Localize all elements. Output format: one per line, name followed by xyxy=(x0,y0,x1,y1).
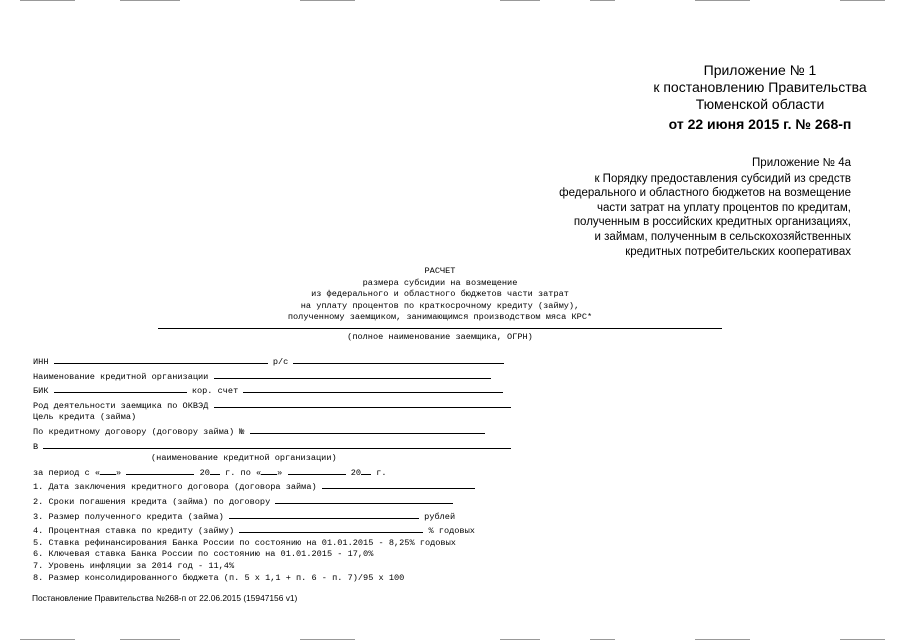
credit-org-label: Наименование кредитной организации xyxy=(33,371,209,382)
appendix4a-line: к Порядку предоставления субсидий из средств xyxy=(594,172,851,185)
item-label: 1. Дата заключения кредитного договора (договора займа) xyxy=(33,482,317,493)
doc-subtitle-line: полученному заемщиком, занимающимся производством мяса КРС* xyxy=(287,312,593,323)
item-suffix: рублей xyxy=(424,511,456,522)
okved-field[interactable] xyxy=(214,398,511,408)
appendix4a-line: части затрат на уплату процентов по кредитам, xyxy=(596,201,851,214)
appendix4a-line: федерального и областного бюджетов на возмещение xyxy=(559,187,851,200)
period-from-year[interactable] xyxy=(210,465,220,475)
period-from-label: за период с « xyxy=(33,467,101,478)
rs-label: р/с xyxy=(272,357,289,367)
item-row: 5. Ставка рефинансирования Банка России по состоянию на 01.01.2015 - 8,25% годовых xyxy=(33,537,456,548)
period-to-label: г. по « xyxy=(225,467,262,478)
item-row xyxy=(33,479,533,494)
doc-subtitle-line: из федерального и областного бюджетов части затрат xyxy=(311,289,569,300)
credit-org-row xyxy=(33,369,533,384)
item-label: 2. Сроки погашения кредита (займа) по договору xyxy=(33,496,271,507)
item-field[interactable] xyxy=(322,479,475,489)
item-row: 6. Ключевая ставка Банка России по состоянию на 01.01.2015 - 17,0% xyxy=(33,549,374,560)
credit-org-field[interactable] xyxy=(214,369,491,379)
period-to-year[interactable] xyxy=(361,465,371,475)
borrower-name-line[interactable] xyxy=(158,328,722,329)
inn-field[interactable] xyxy=(54,354,268,364)
doc-subtitle-line: на уплату процентов по краткосрочному кредиту (займу), xyxy=(300,300,580,311)
appendix1-title: Приложение № 1 xyxy=(703,62,817,78)
okved-row xyxy=(33,398,533,413)
purpose-row xyxy=(33,412,533,424)
credit-org-name-field[interactable] xyxy=(43,439,511,449)
appendix4a-line: полученным в российских кредитных организациях, xyxy=(573,216,851,229)
period-to-day[interactable] xyxy=(261,465,277,475)
in-row xyxy=(33,439,533,454)
appendix1-date: от 22 июня 2015 г. № 268-п xyxy=(668,116,852,132)
kor-label: кор. счет xyxy=(191,386,239,397)
okved-label: Род деятельности заемщика по ОКВЭД xyxy=(33,400,209,411)
item-row: 8. Размер консолидированного бюджета (п. 5 х 1,1 + п. 6 - п. 7)/95 х 100 xyxy=(33,572,405,583)
requisites-form xyxy=(33,354,533,584)
contract-number-field[interactable] xyxy=(250,424,485,434)
bik-field[interactable] xyxy=(54,383,187,393)
doc-subtitle-line: размера субсидии на возмещение xyxy=(362,277,518,288)
edge-mark xyxy=(590,0,615,1)
appendix4a-line: кредитных потребительских кооперативах xyxy=(625,245,851,258)
period-year-suffix: г. xyxy=(376,467,387,478)
rs-field[interactable] xyxy=(293,354,504,364)
period-year-prefix: 20 xyxy=(199,467,210,478)
period-year-prefix: 20 xyxy=(350,467,362,478)
edge-mark xyxy=(840,0,885,1)
edge-mark xyxy=(695,0,750,1)
appendix4a-block xyxy=(430,156,851,259)
bik-label: БИК xyxy=(33,386,49,397)
period-to-month[interactable] xyxy=(288,465,346,475)
period-from-month[interactable] xyxy=(126,465,194,475)
item-label: 4. Процентная ставка по кредиту (займу) xyxy=(33,526,235,537)
appendix4a-title: Приложение № 4а xyxy=(752,157,851,169)
doc-title: РАСЧЕТ xyxy=(424,266,456,276)
purpose-label: Цель кредита (займа) xyxy=(33,412,137,423)
item-suffix: % годовых xyxy=(428,526,475,537)
item-row: 7. Уровень инфляции за 2014 год - 11,4% xyxy=(33,560,235,571)
item-field[interactable] xyxy=(229,509,419,519)
period-from-day[interactable] xyxy=(100,465,116,475)
period-row xyxy=(33,465,533,480)
period-quote: » xyxy=(116,467,122,478)
edge-mark xyxy=(500,0,540,1)
appendix1-block xyxy=(600,62,900,133)
contract-row xyxy=(33,424,533,439)
item-label: 3. Размер полученного кредита (займа) xyxy=(33,511,224,522)
in-label: В xyxy=(33,441,39,452)
appendix1-line: Тюменской области xyxy=(695,96,825,112)
item-row xyxy=(33,509,533,524)
contract-label: По кредитному договору (договору займа) № xyxy=(33,426,245,437)
bik-row xyxy=(33,383,533,398)
appendix1-line: к постановлению Правительства xyxy=(653,79,867,95)
document-footer: Постановление Правительства №268-п от 22.06.2015 (15947156 v1) xyxy=(32,593,298,603)
appendix4a-line: и займам, полученным в сельскохозяйственных xyxy=(594,230,851,243)
edge-mark xyxy=(20,0,75,1)
borrower-caption: (полное наименование заемщика, ОГРН) xyxy=(347,332,533,342)
period-quote: » xyxy=(277,467,283,478)
inn-row xyxy=(33,354,533,369)
edge-mark xyxy=(300,0,355,1)
item-row xyxy=(33,494,533,509)
credit-org-caption: (наименование кредитной организации) xyxy=(151,453,337,464)
edge-mark xyxy=(120,0,180,1)
kor-field[interactable] xyxy=(243,383,503,393)
item-field[interactable] xyxy=(239,523,423,533)
inn-label: ИНН xyxy=(33,357,49,367)
item-row xyxy=(33,523,533,538)
calc-title-block xyxy=(180,266,700,324)
item-field[interactable] xyxy=(275,494,453,504)
